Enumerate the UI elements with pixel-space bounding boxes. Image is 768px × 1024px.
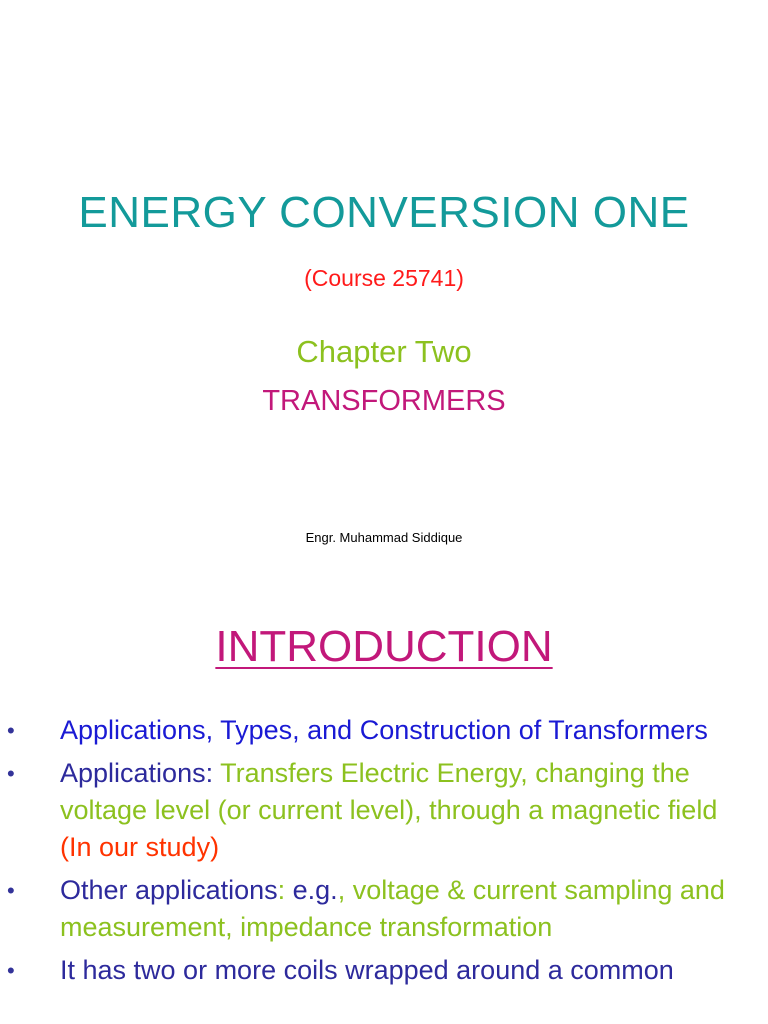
bullet-text-segment: : [277,875,293,905]
introduction-heading [0,622,768,672]
bullet-text-segment: (In our study) [60,832,220,862]
bullet-text-segment: e.g. [292,875,338,905]
course-code: (Course 25741) [304,265,464,291]
author-name: Engr. Muhammad Siddique [305,530,463,545]
bullet-item [0,952,768,989]
bullet-marker: • [7,718,15,743]
bullet-text-segment: Transfers Electric Energy, changing the voltage level (or current level), through a magnetic field [60,758,718,825]
bullet-text-segment: Other applications [60,875,278,905]
chapter-topic: TRANSFORMERS [262,385,506,417]
bullet-item [0,755,768,866]
bullet-text-segment: Applications: [60,758,221,788]
bullet-text-segment: voltage & current sampling and measurement, impedance transformation [60,875,725,942]
bullet-marker: • [7,761,15,786]
bullet-marker: • [7,958,15,983]
bullet-marker: • [7,878,15,903]
introduction-heading-text: INTRODUCTION [215,622,553,671]
bullet-item [0,872,768,946]
slide-title: ENERGY CONVERSION ONE [78,188,690,237]
bullet-text-segment: It has two or more coils wrapped around a common [60,955,674,985]
bullet-text-segment: Applications, Types, and Construction of Transformers [60,715,708,745]
bullet-item [0,712,768,749]
bullet-text-segment: , [337,875,353,905]
chapter-label: Chapter Two [296,334,472,369]
bullet-list [0,712,768,995]
